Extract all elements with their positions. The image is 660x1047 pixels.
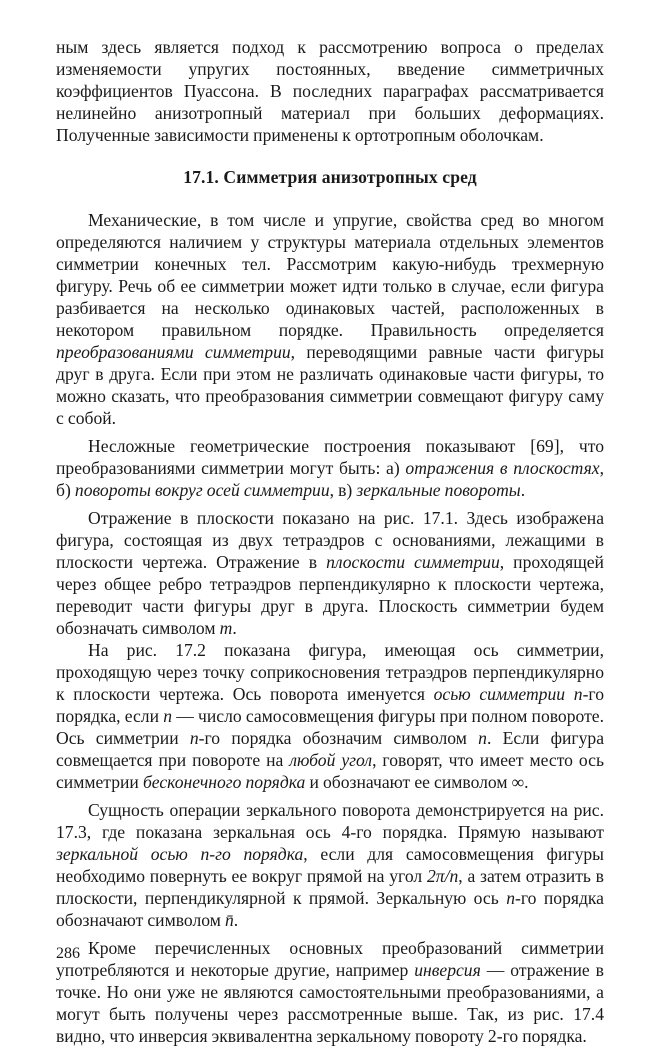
math-symbol: n bbox=[189, 728, 199, 748]
paragraph-plane-reflection bbox=[56, 507, 604, 639]
text-run: -го порядка, если bbox=[56, 684, 604, 726]
math-symbol: 2π/n bbox=[426, 866, 459, 886]
emphasis-term: повороты вокруг осей симметрии bbox=[74, 480, 330, 500]
text-run: , а затем отразить в плоскости, перпендикулярной к прямой. Зеркальную ось bbox=[56, 866, 604, 908]
emphasis-term: инверсия bbox=[414, 960, 481, 980]
text-run: , говорят, что имеет место ось симметрии bbox=[56, 750, 605, 792]
text-run: Сущность операции зеркального поворота демонстрируется на рис. 17.3, где показана зеркальная ось 4-го порядка. Прямую называют bbox=[56, 800, 604, 842]
math-symbol: n bbox=[163, 706, 172, 726]
text-run: . Если фигура совмещается при повороте на bbox=[56, 728, 605, 770]
emphasis-term: любой угол bbox=[289, 750, 373, 770]
text-run: . bbox=[233, 910, 239, 930]
text-run: , переводящими равные части фигуры друг в друга. Если при этом не различать одинаковые части фигуры, то можно сказать, что преобразования симметрии совмещают фигуру саму с собой. bbox=[56, 342, 605, 428]
text-run: , б) bbox=[56, 458, 604, 500]
emphasis-term: зеркальные повороты bbox=[356, 480, 521, 500]
paragraph-inversion bbox=[56, 937, 604, 1047]
emphasis-term: плоскости симметрии bbox=[326, 552, 500, 572]
text-run: Несложные геометрические построения показывают [69], что преобразованиями симметрии могут быть: а) bbox=[56, 436, 604, 478]
section-heading: 17.1. Симметрия анизотропных сред bbox=[183, 167, 477, 187]
emphasis-term: зеркальной осью n-го порядка bbox=[56, 844, 304, 864]
paragraph-symmetry-definition bbox=[56, 209, 604, 429]
paragraph-symmetry-types bbox=[56, 435, 604, 501]
emphasis-term: бесконечного порядка bbox=[142, 772, 306, 792]
text-run: . bbox=[520, 480, 526, 500]
paragraph-rotation-axis bbox=[56, 639, 604, 793]
text-run: — число самосовмещения фигуры при полном повороте. Ось симметрии bbox=[56, 706, 604, 748]
text-run: . bbox=[232, 618, 237, 638]
math-symbol: n̄ bbox=[224, 910, 234, 930]
math-symbol: m bbox=[219, 618, 233, 638]
text-run: и обозначают ее символом ∞. bbox=[305, 772, 529, 792]
text-run: , в) bbox=[329, 480, 357, 500]
text-run: Механические, в том числе и упругие, свойства сред во многом определяются наличием у структуры материала отдельных элементов симметрии конечных тел. Рассмотрим какую-нибудь трехмерную фигуру. Речь об ее симметрии может идти только в случае, если фигура разбивается на несколько одинаковых частей, расположенных в некотором правильном порядке. Правильность определяется bbox=[56, 210, 604, 340]
text-run: , проходящей через общее ребро тетраэдров перпендикулярно к плоскости чертежа, переводит части фигуры друг в друга. Плоскость симметрии будем обозначать символом bbox=[56, 552, 604, 638]
text-run: -го порядка обозначают символом bbox=[56, 888, 604, 930]
text-run: — отражение в точке. Но они уже не являются самостоятельными преобразованиями, а могут быть получены через рассмотренные выше. Так, из рис. 17.4 видно, что инверсия эквивалентна зеркальному повороту 2-го порядка. bbox=[56, 960, 604, 1046]
emphasis-term: преобразованиями симметрии bbox=[56, 342, 291, 362]
math-symbol: n bbox=[506, 888, 515, 908]
text-run: Кроме перечисленных основных преобразований симметрии употребляются и некоторые другие, например bbox=[56, 938, 604, 980]
emphasis-term: отражения в плоскостях bbox=[405, 458, 600, 478]
text-run: , если для самосовмещения фигуры необходимо повернуть ее вокруг прямой на угол bbox=[56, 844, 604, 886]
paragraph-mirror-rotation bbox=[56, 799, 604, 931]
math-symbol: n bbox=[478, 728, 487, 748]
book-page bbox=[56, 36, 604, 1047]
text-run: -го порядка обозначим символом bbox=[198, 728, 479, 748]
text-run: Отражение в плоскости показано на рис. 17.1. Здесь изображена фигура, состоящая из двух тетраэдров с основаниями, лежащими в плоскости чертежа. Отражение в bbox=[56, 508, 604, 572]
intro-paragraph: ным здесь является подход к рассмотрению вопроса о пределах изменяемости упругих постоянных, введение симметричных коэффициентов Пуассона. В последних параграфах рассматривается нелинейно анизотропный материал при больших деформациях. Полученные зависимости применены к ортотропным оболочкам. bbox=[56, 37, 604, 145]
page-number: 286 bbox=[56, 945, 80, 962]
text-run: На рис. 17.2 показана фигура, имеющая ось симметрии, проходящую через точку соприкосновения тетраэдров перпендикулярно к плоскости чертежа. Ось поворота именуется bbox=[56, 640, 604, 704]
emphasis-term: осью симметрии n bbox=[433, 684, 583, 704]
